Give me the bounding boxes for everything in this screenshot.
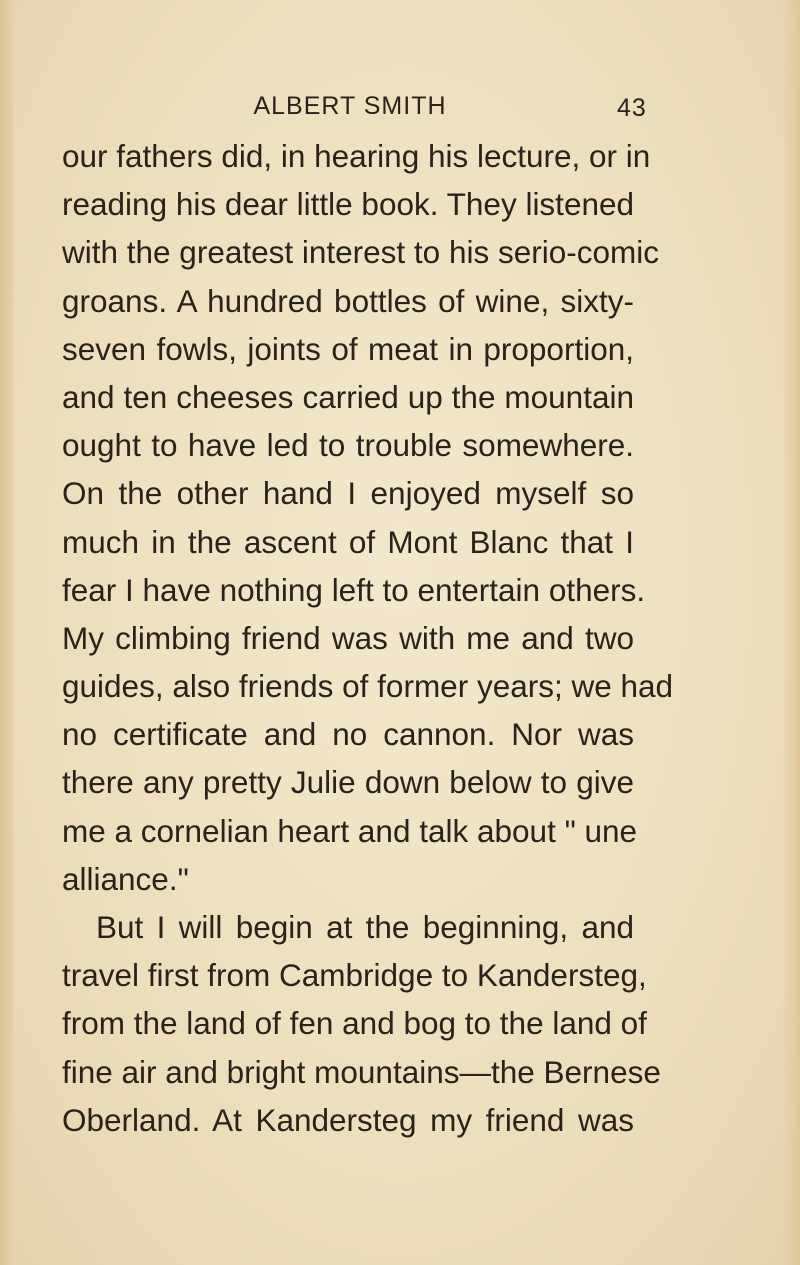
text-line: groans. A hundred bottles of wine, sixty- <box>62 282 634 319</box>
page-edge-left <box>0 0 14 1265</box>
text-line: guides, also friends of former years; we had <box>62 668 674 705</box>
text-line: ought to have led to trouble somewhere. <box>62 427 634 464</box>
text-line: fear I have nothing left to entertain others. <box>62 571 646 608</box>
page-number: 43 <box>617 94 647 122</box>
text-line: there any pretty Julie down below to give <box>62 764 634 801</box>
body-text <box>62 132 674 1144</box>
text-line: travel first from Cambridge to Kandersteg, <box>62 957 647 994</box>
text-line: My climbing friend was with me and two <box>62 619 634 656</box>
text-line: me a cornelian heart and talk about " une <box>62 812 638 849</box>
text-line: seven fowls, joints of meat in proportion, <box>62 330 634 367</box>
text-line: reading his dear little book. They listened <box>62 186 635 223</box>
text-line: and ten cheeses carried up the mountain <box>62 378 634 415</box>
page-edge-right <box>782 0 800 1265</box>
text-line: alliance." <box>62 860 189 897</box>
text-line: But I will begin at the beginning, and <box>96 909 634 945</box>
text-line: no certificate and no cannon. Nor was <box>62 716 634 753</box>
text-line: our fathers did, in hearing his lecture, or in <box>62 138 651 174</box>
text-line: from the land of fen and bog to the land of <box>62 1005 647 1042</box>
text-line: fine air and bright mountains—the Bernese <box>62 1053 661 1090</box>
text-line: much in the ascent of Mont Blanc that I <box>62 523 634 560</box>
running-title: ALBERT SMITH <box>253 92 447 120</box>
text-line: Oberland. At Kandersteg my friend was <box>62 1101 634 1138</box>
running-head <box>0 92 800 122</box>
text-line: with the greatest interest to his serio-comic <box>62 234 659 271</box>
text-line: On the other hand I enjoyed myself so <box>62 475 634 512</box>
